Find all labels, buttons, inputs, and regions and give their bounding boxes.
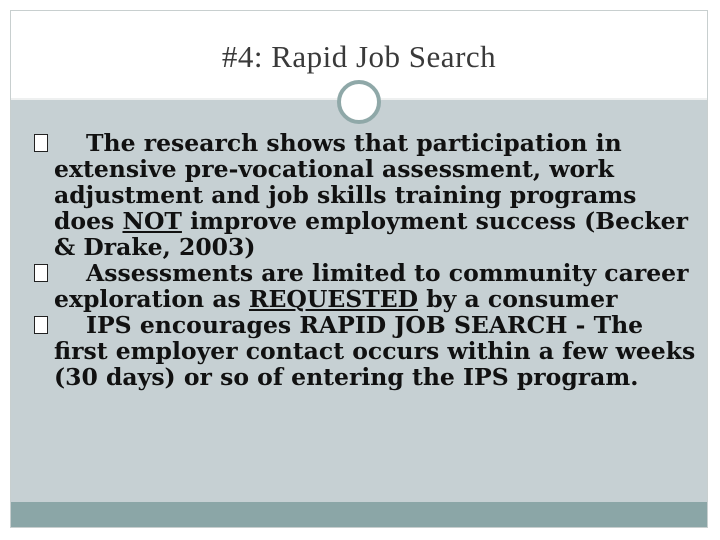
bullet-box-icon [34,134,48,152]
bullet-item [34,130,698,260]
bullet-text-part: improve employment success (Becker & Drake, 2003) [54,207,689,261]
bullet-text [54,312,698,390]
bullet-list [34,130,698,390]
bullet-item [34,260,698,312]
bullet-text-emphasis: NOT [122,207,182,235]
bullet-text [54,260,698,312]
bullet-box-icon [34,264,48,282]
bullet-text-part: IPS encourages RAPID JOB SEARCH - The first employer contact occurs within a few weeks (30 days) or so of entering the IPS program. [54,311,696,391]
bullet-text-part: The research shows that participation in extensive pre-vocational assessment, work adjustment and job skills training programs does [54,129,637,235]
bullet-text-part: Assessments are limited to community career exploration as [54,259,689,313]
slide-title: #4: Rapid Job Search [221,39,497,74]
bullet-text-part: by a consumer [418,285,618,313]
circle-ornament-icon [337,80,381,124]
footer-bar [11,502,707,527]
bullet-box-icon [34,316,48,334]
bullet-text [54,130,698,260]
bullet-text-emphasis: REQUESTED [248,285,419,313]
bullet-item [34,312,698,390]
